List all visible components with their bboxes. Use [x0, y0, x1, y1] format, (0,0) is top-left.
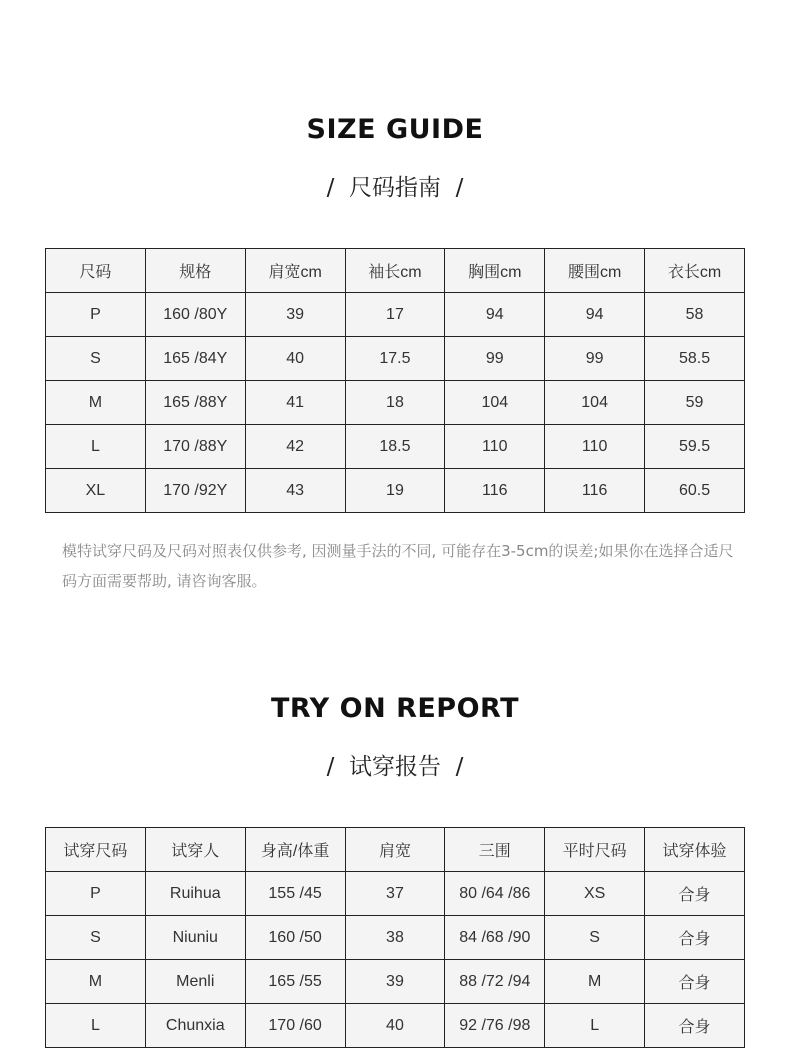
table-cell: 合身 — [645, 960, 745, 1004]
table-cell: XS — [545, 872, 645, 916]
table-cell: Niuniu — [145, 916, 245, 960]
table-cell: 合身 — [645, 1004, 745, 1048]
table-cell: 80 /64 /86 — [445, 872, 545, 916]
table-cell: S — [46, 337, 146, 381]
table-cell: M — [46, 960, 146, 1004]
header-cell: 肩宽cm — [245, 249, 345, 293]
table-row — [46, 381, 745, 425]
header-cell: 袖长cm — [345, 249, 445, 293]
table-cell: 170 /60 — [245, 1004, 345, 1048]
table-cell: 116 — [445, 469, 545, 513]
header-cell: 衣长cm — [645, 249, 745, 293]
table-cell: 37 — [345, 872, 445, 916]
size-guide-title: SIZE GUIDE — [306, 114, 484, 145]
table-row — [46, 425, 745, 469]
table-cell: 170 /92Y — [145, 469, 245, 513]
table-cell: 165 /88Y — [145, 381, 245, 425]
table-cell: 160 /50 — [245, 916, 345, 960]
table-row — [46, 293, 745, 337]
table-cell: 19 — [345, 469, 445, 513]
table-cell: 160 /80Y — [145, 293, 245, 337]
table-cell: 155 /45 — [245, 872, 345, 916]
size-guide-table — [45, 248, 745, 513]
header-cell: 三围 — [445, 828, 545, 872]
table-cell: S — [46, 916, 146, 960]
table-cell: 59.5 — [645, 425, 745, 469]
table-cell: M — [545, 960, 645, 1004]
table-cell: 116 — [545, 469, 645, 513]
table-cell: 99 — [445, 337, 545, 381]
size-guide-subtitle: / 尺码指南 / — [326, 175, 464, 201]
table-cell: 110 — [545, 425, 645, 469]
table-cell: 39 — [345, 960, 445, 1004]
table-cell: 38 — [345, 916, 445, 960]
table-row — [46, 872, 745, 916]
table-cell: 94 — [445, 293, 545, 337]
table-row — [46, 960, 745, 1004]
table-cell: P — [46, 872, 146, 916]
table-cell: 17 — [345, 293, 445, 337]
table-cell: 59 — [645, 381, 745, 425]
table-cell: S — [545, 916, 645, 960]
header-cell: 身高/体重 — [245, 828, 345, 872]
table-cell: 合身 — [645, 916, 745, 960]
header-cell: 试穿人 — [145, 828, 245, 872]
size-note: 模特试穿尺码及尺码对照表仅供参考, 因测量手法的不同, 可能存在3-5cm的误差;如果你在选择合适尺码方面需要帮助, 请咨询客服。 — [62, 542, 734, 590]
table-cell: 40 — [345, 1004, 445, 1048]
table-cell: 88 /72 /94 — [445, 960, 545, 1004]
table-cell: 92 /76 /98 — [445, 1004, 545, 1048]
table-cell: XL — [46, 469, 146, 513]
table-cell: 60.5 — [645, 469, 745, 513]
table-cell: 40 — [245, 337, 345, 381]
table-cell: 18 — [345, 381, 445, 425]
header-cell: 腰围cm — [545, 249, 645, 293]
try-on-subtitle: / 试穿报告 / — [326, 754, 464, 780]
table-cell: Menli — [145, 960, 245, 1004]
header-cell: 试穿体验 — [645, 828, 745, 872]
table-cell: L — [46, 1004, 146, 1048]
try-on-title: TRY ON REPORT — [270, 693, 520, 724]
table-header-row — [46, 249, 745, 293]
table-cell: 18.5 — [345, 425, 445, 469]
table-cell: Chunxia — [145, 1004, 245, 1048]
table-cell: 104 — [545, 381, 645, 425]
table-cell: 42 — [245, 425, 345, 469]
header-cell: 试穿尺码 — [46, 828, 146, 872]
table-cell: Ruihua — [145, 872, 245, 916]
table-header-row — [46, 828, 745, 872]
table-cell: 104 — [445, 381, 545, 425]
table-cell: 84 /68 /90 — [445, 916, 545, 960]
table-cell: 170 /88Y — [145, 425, 245, 469]
table-row — [46, 469, 745, 513]
try-on-table — [45, 827, 745, 1048]
table-cell: 39 — [245, 293, 345, 337]
table-cell: 110 — [445, 425, 545, 469]
table-cell: 43 — [245, 469, 345, 513]
header-cell: 胸围cm — [445, 249, 545, 293]
table-cell: 41 — [245, 381, 345, 425]
table-row — [46, 337, 745, 381]
header-cell: 肩宽 — [345, 828, 445, 872]
table-cell: 17.5 — [345, 337, 445, 381]
table-cell: M — [46, 381, 146, 425]
table-cell: 94 — [545, 293, 645, 337]
table-row — [46, 1004, 745, 1048]
header-cell: 尺码 — [46, 249, 146, 293]
header-cell: 规格 — [145, 249, 245, 293]
table-cell: 58.5 — [645, 337, 745, 381]
table-cell: 165 /55 — [245, 960, 345, 1004]
table-cell: 58 — [645, 293, 745, 337]
header-cell: 平时尺码 — [545, 828, 645, 872]
table-cell: 合身 — [645, 872, 745, 916]
table-cell: 99 — [545, 337, 645, 381]
table-cell: L — [46, 425, 146, 469]
table-cell: L — [545, 1004, 645, 1048]
table-cell: 165 /84Y — [145, 337, 245, 381]
table-row — [46, 916, 745, 960]
table-cell: P — [46, 293, 146, 337]
